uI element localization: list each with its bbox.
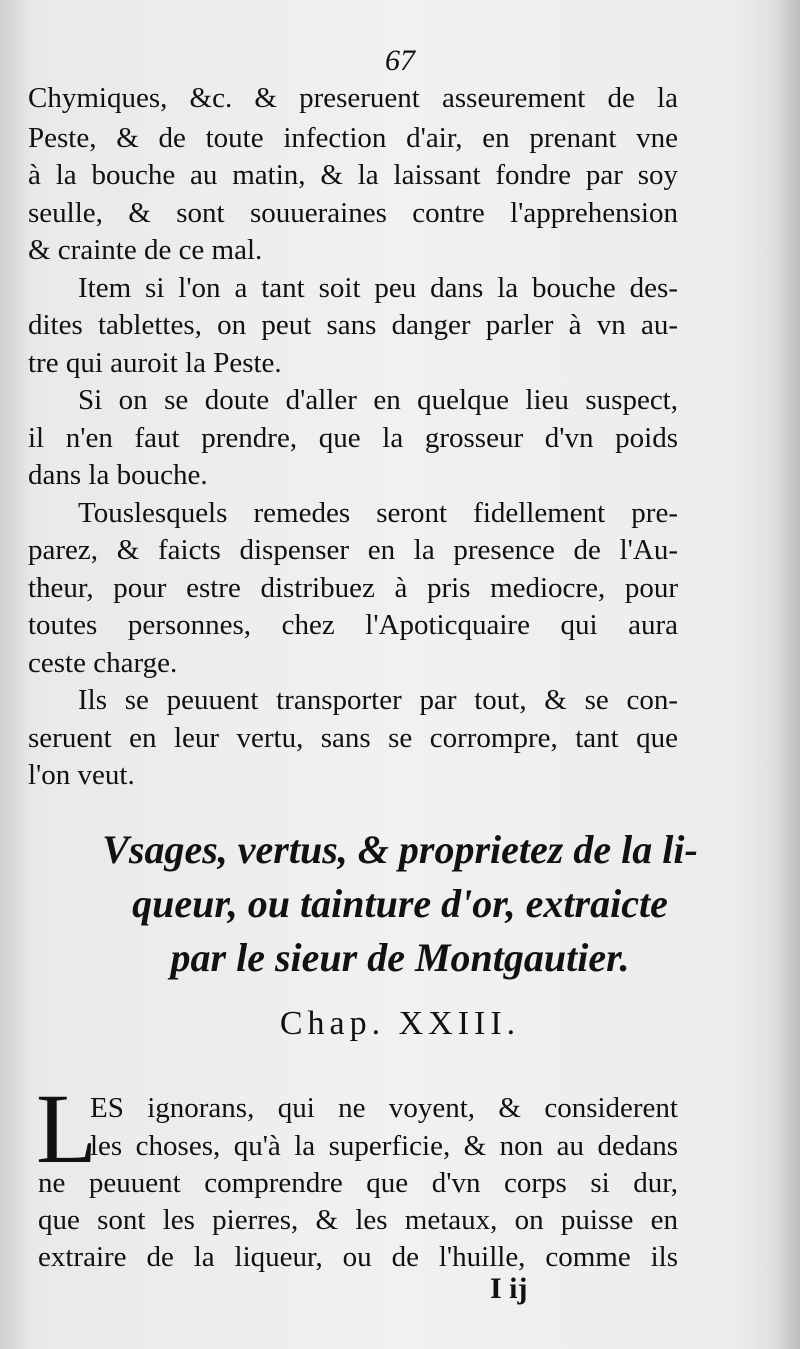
- text-line: & crainte de ce mal.: [28, 234, 263, 266]
- page-number: 67: [385, 44, 415, 77]
- section-heading-line: par le sieur de Montgautier.: [170, 935, 630, 980]
- text-line: Touslesquels remedes seront fidellement pre-: [78, 497, 678, 529]
- text-line: à la bouche au matin, & la laissant fondre par soy: [28, 159, 678, 191]
- text-line: theur, pour estre distribuez à pris mediocre, pour: [28, 572, 678, 604]
- text-line: Chymiques, &c. & preseruent asseurement de la: [28, 82, 678, 114]
- text-line: ES ignorans, qui ne voyent, & considerent: [90, 1092, 678, 1124]
- text-line: il n'en faut prendre, que la grosseur d'vn poids: [28, 422, 678, 454]
- text-line: que sont les pierres, & les metaux, on puisse en: [38, 1204, 678, 1236]
- section-heading-line: queur, ou tainture d'or, extraicte: [132, 881, 668, 926]
- text-line: Ils se peuuent transporter par tout, & se con-: [78, 684, 678, 716]
- drop-cap: L: [36, 1073, 98, 1184]
- text-line: ceste charge.: [28, 647, 178, 679]
- signature-mark: I ij: [490, 1272, 528, 1305]
- text-line: dites tablettes, on peut sans danger parler à vn au-: [28, 309, 678, 341]
- text-line: parez, & faicts dispenser en la presence de l'Au-: [28, 534, 678, 566]
- text-line: les choses, qu'à la superficie, & non au dedans: [90, 1130, 678, 1162]
- text-line: Si on se doute d'aller en quelque lieu suspect,: [78, 384, 678, 416]
- text-line: ne peuuent comprendre que d'vn corps si dur,: [38, 1167, 678, 1199]
- text-line: seruent en leur vertu, sans se corrompre, tant que: [28, 722, 678, 754]
- text-line: Item si l'on a tant soit peu dans la bouche des-: [78, 272, 678, 304]
- text-line: extraire de la liqueur, ou de l'huille, comme ils: [38, 1241, 678, 1273]
- text-line: seulle, & sont souueraines contre l'apprehension: [28, 197, 678, 229]
- text-line: Peste, & de toute infection d'air, en prenant vne: [28, 122, 678, 154]
- text-line: tre qui auroit la Peste.: [28, 347, 282, 379]
- page-edge-shadow: [774, 0, 800, 1349]
- chapter-title: Chap. XXIII.: [279, 1005, 521, 1042]
- section-heading-line: Vsages, vertus, & proprietez de la li-: [102, 827, 698, 872]
- text-line: l'on veut.: [28, 759, 135, 791]
- text-line: dans la bouche.: [28, 459, 208, 491]
- text-line: toutes personnes, chez l'Apoticquaire qui aura: [28, 609, 678, 641]
